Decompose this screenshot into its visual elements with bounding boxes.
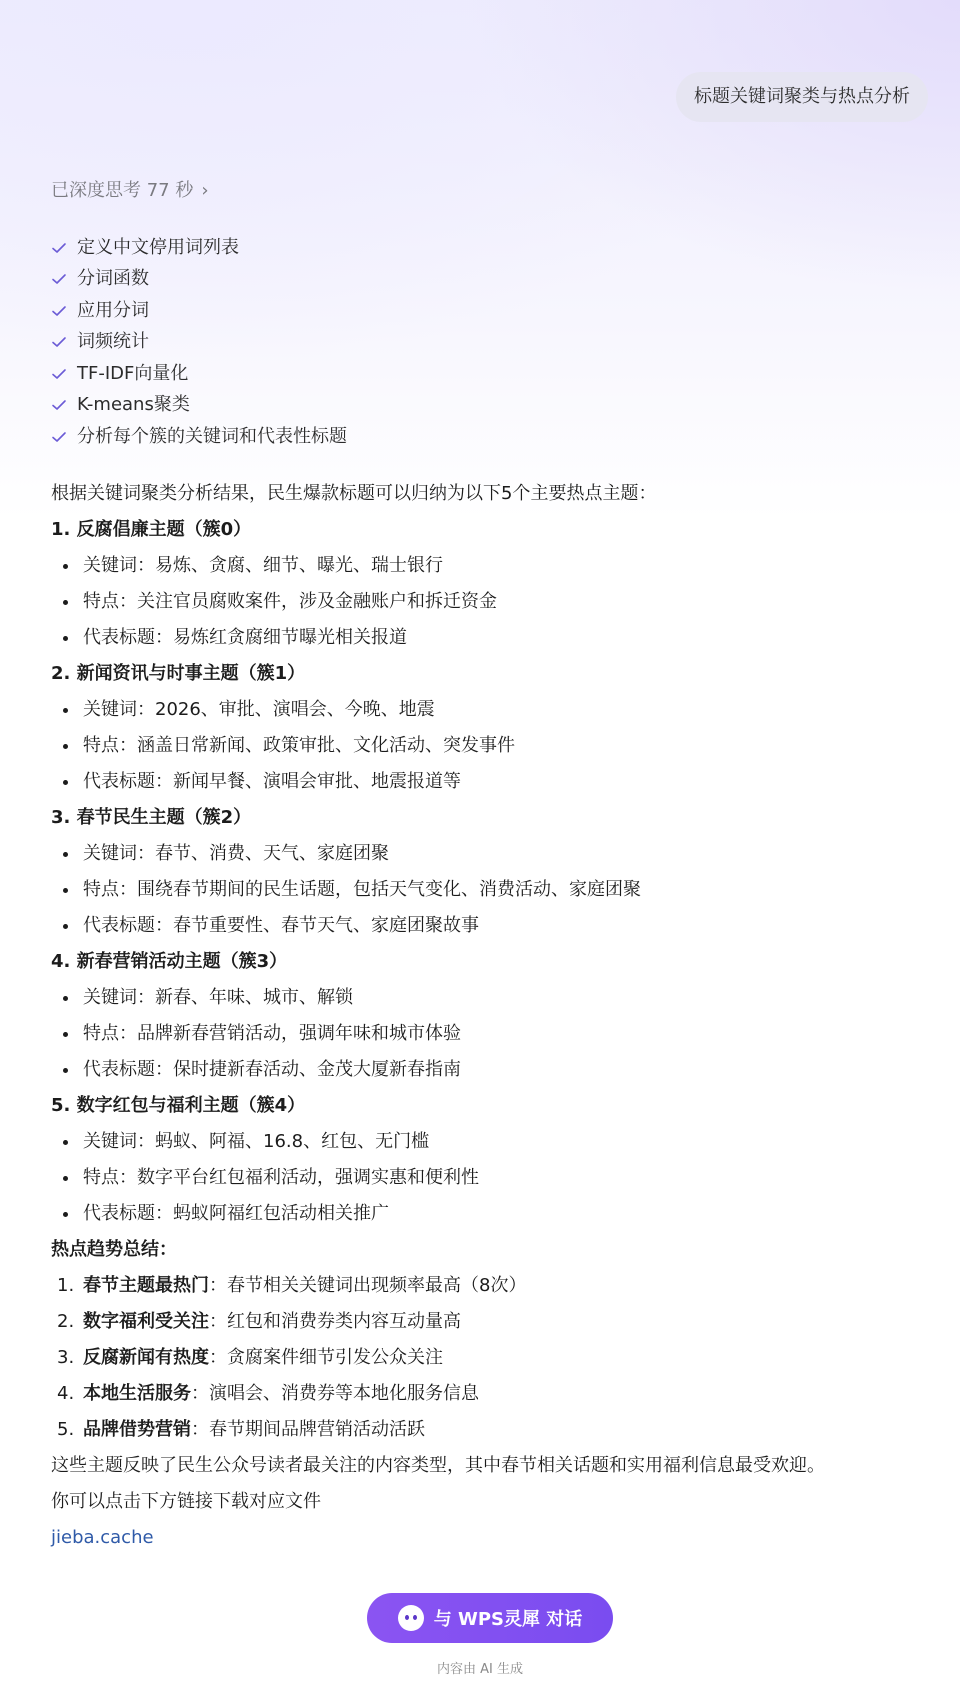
topic-bullet — [51, 692, 911, 728]
thinking-step-label: 定义中文停用词列表 — [77, 236, 239, 258]
mascot-icon — [398, 1605, 424, 1631]
thinking-step — [51, 232, 347, 264]
topic-bullet — [51, 980, 911, 1016]
user-message-bubble: 标题关键词聚类与热点分析 — [676, 72, 928, 122]
ai-generated-notice: 内容由 AI 生成 — [437, 1662, 523, 1677]
topic-keywords: 关键词：蚂蚁、阿福、16.8、红包、无门槛 — [83, 1131, 430, 1152]
topic-feature: 特点：关注官员腐败案件，涉及金融账户和拆迁资金 — [83, 591, 497, 612]
bullet-dot — [63, 636, 68, 641]
topic-example: 代表标题：易炼红贪腐细节曝光相关报道 — [83, 627, 407, 648]
deep-thought-toggle[interactable] — [51, 178, 209, 204]
summary-item-text: ：春节期间品牌营销活动活跃 — [191, 1419, 425, 1440]
topic-feature: 特点：数字平台红包福利活动，强调实惠和便利性 — [83, 1167, 479, 1188]
file-download-link[interactable]: jieba.cache — [51, 1527, 154, 1548]
bullet-dot — [63, 744, 68, 749]
topic-keywords: 关键词：2026、审批、演唱会、今晚、地震 — [83, 699, 435, 720]
summary-item-title: 反腐新闻有热度 — [83, 1347, 209, 1368]
topic-heading: 5. 数字红包与福利主题（簇4） — [51, 1095, 306, 1116]
summary-item-number: 1. — [57, 1275, 75, 1296]
topic-bullet — [51, 872, 911, 908]
check-icon — [51, 397, 67, 413]
topic-bullet — [51, 548, 911, 584]
thinking-step-label: TF-IDF向量化 — [77, 362, 189, 384]
thinking-step-label: 词频统计 — [77, 331, 149, 353]
bullet-dot — [63, 1212, 68, 1217]
summary-item-title: 品牌借势营销 — [83, 1419, 191, 1440]
topic-bullet — [51, 584, 911, 620]
topic-bullet — [51, 764, 911, 800]
bullet-dot — [63, 780, 68, 785]
summary-item-title: 数字福利受关注 — [83, 1311, 209, 1332]
topic-bullet — [51, 728, 911, 764]
topic-bullet — [51, 1052, 911, 1088]
bullet-dot — [63, 924, 68, 929]
thinking-step — [51, 390, 347, 422]
topic-heading: 4. 新春营销活动主题（簇3） — [51, 951, 288, 972]
summary-heading: 热点趋势总结： — [51, 1239, 177, 1260]
topic-feature: 特点：围绕春节期间的民生话题，包括天气变化、消费活动、家庭团聚 — [83, 879, 641, 900]
topic-bullet — [51, 620, 911, 656]
closing-text: 这些主题反映了民生公众号读者最关注的内容类型，其中春节相关话题和实用福利信息最受欢迎。 — [51, 1455, 825, 1476]
bullet-dot — [63, 1068, 68, 1073]
thinking-step-label: K-means聚类 — [77, 394, 190, 416]
download-hint: 你可以点击下方链接下载对应文件 — [51, 1491, 321, 1512]
bullet-dot — [63, 996, 68, 1001]
topic-heading: 3. 春节民生主题（簇2） — [51, 807, 252, 828]
thinking-step — [51, 327, 347, 359]
thinking-step — [51, 421, 347, 453]
summary-item-title: 春节主题最热门 — [83, 1275, 209, 1296]
topic-bullet — [51, 1124, 911, 1160]
topic-keywords: 关键词：新春、年味、城市、解锁 — [83, 987, 353, 1008]
file-link-row — [51, 1520, 911, 1556]
bullet-dot — [63, 708, 68, 713]
check-icon — [51, 240, 67, 256]
topic-bullet — [51, 1196, 911, 1232]
topic-feature: 特点：涵盖日常新闻、政策审批、文化活动、突发事件 — [83, 735, 515, 756]
chat-with-wps-button[interactable] — [367, 1593, 613, 1643]
topic-feature: 特点：品牌新春营销活动，强调年味和城市体验 — [83, 1023, 461, 1044]
summary-item — [51, 1412, 911, 1448]
thinking-step-label: 应用分词 — [77, 299, 149, 321]
summary-item-text: ：春节相关关键词出现频率最高（8次） — [209, 1275, 527, 1296]
bullet-dot — [63, 1032, 68, 1037]
deep-thought-label: 已深度思考 77 秒 — [51, 180, 194, 201]
chat-with-wps-label: 与 WPS灵犀 对话 — [433, 1609, 583, 1630]
topic-example: 代表标题：春节重要性、春节天气、家庭团聚故事 — [83, 915, 479, 936]
answer-intro: 根据关键词聚类分析结果，民生爆款标题可以归纳为以下5个主要热点主题： — [51, 483, 657, 504]
summary-item-title: 本地生活服务 — [83, 1383, 191, 1404]
bullet-dot — [63, 852, 68, 857]
bullet-dot — [63, 564, 68, 569]
bullet-dot — [63, 600, 68, 605]
summary-item-text: ：贪腐案件细节引发公众关注 — [209, 1347, 443, 1368]
thinking-step — [51, 295, 347, 327]
check-icon — [51, 429, 67, 445]
thinking-step-label: 分词函数 — [77, 268, 149, 290]
topic-bullet — [51, 1016, 911, 1052]
topic-keywords: 关键词：易炼、贪腐、细节、曝光、瑞士银行 — [83, 555, 443, 576]
bullet-dot — [63, 1140, 68, 1145]
thinking-step — [51, 358, 347, 390]
thinking-steps-list — [51, 232, 347, 453]
summary-item-text: ：红包和消费券类内容互动量高 — [209, 1311, 461, 1332]
topic-heading: 2. 新闻资讯与时事主题（簇1） — [51, 663, 306, 684]
topic-heading: 1. 反腐倡廉主题（簇0） — [51, 519, 252, 540]
summary-item — [51, 1340, 911, 1376]
topic-example: 代表标题：新闻早餐、演唱会审批、地震报道等 — [83, 771, 461, 792]
topic-bullet — [51, 836, 911, 872]
summary-item — [51, 1268, 911, 1304]
topic-example: 代表标题：蚂蚁阿福红包活动相关推广 — [83, 1203, 389, 1224]
topic-bullet — [51, 908, 911, 944]
summary-item-number: 4. — [57, 1383, 75, 1404]
topic-example: 代表标题：保时捷新春活动、金茂大厦新春指南 — [83, 1059, 461, 1080]
summary-item-number: 3. — [57, 1347, 75, 1368]
thinking-step-label: 分析每个簇的关键词和代表性标题 — [77, 425, 347, 447]
bullet-dot — [63, 1176, 68, 1181]
summary-item-number: 5. — [57, 1419, 75, 1440]
check-icon — [51, 334, 67, 350]
bullet-dot — [63, 888, 68, 893]
topic-bullet — [51, 1160, 911, 1196]
chevron-right-icon: › — [201, 180, 209, 201]
summary-item — [51, 1376, 911, 1412]
check-icon — [51, 271, 67, 287]
assistant-answer — [51, 476, 911, 1556]
check-icon — [51, 366, 67, 382]
check-icon — [51, 303, 67, 319]
summary-item-text: ：演唱会、消费券等本地化服务信息 — [191, 1383, 479, 1404]
topic-keywords: 关键词：春节、消费、天气、家庭团聚 — [83, 843, 389, 864]
summary-item-number: 2. — [57, 1311, 75, 1332]
summary-item — [51, 1304, 911, 1340]
thinking-step — [51, 264, 347, 296]
